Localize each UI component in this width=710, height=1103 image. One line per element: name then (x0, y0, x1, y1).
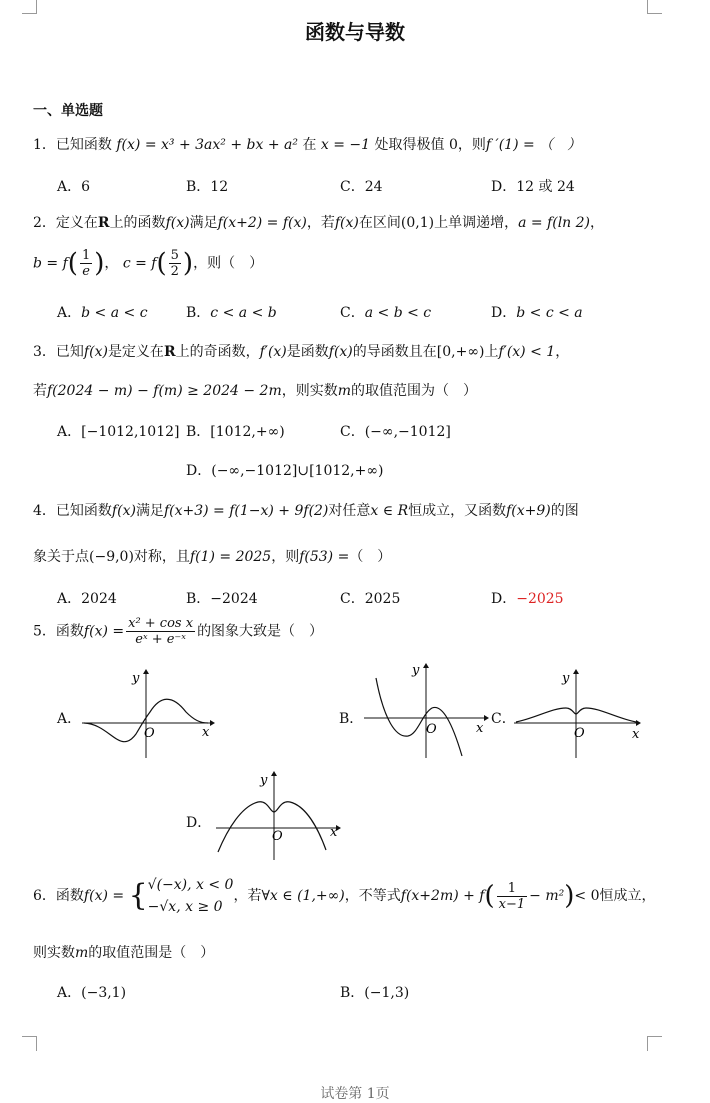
graph-b-origin: O (426, 722, 437, 737)
page-footer: 试卷第 1页 (320, 1086, 390, 1102)
q5-option-a-label[interactable]: A． (57, 711, 82, 727)
q2-option-a[interactable]: A．b < a < c (57, 305, 148, 321)
graph-d-y-label: y (260, 773, 268, 788)
question-5-stem: 5．函数f(x) = $\frac{\text{x² + cos x}}{\text{eˣ + e⁻ˣ}}$ 的图象大致是（ ） (33, 616, 324, 647)
q5-graph-a[interactable] (80, 668, 215, 760)
graph-a-y-label: y (132, 671, 140, 686)
question-3-stem-line1: 3．已知f(x)是定义在R上的奇函数，f′(x)是函数f(x)的导函数且在[0,+∞)上f′(x) < 1， (33, 344, 570, 360)
graph-b-x-label: x (476, 721, 484, 736)
q5-option-d-label[interactable]: D． (186, 815, 212, 831)
question-3-stem-line2: 若f(2024 − m) − f(m) ≥ 2024 − 2m，则实数m的取值范围为（ ） (33, 383, 478, 399)
question-1-stem: 1．已知函数 f(x) = x³ + 3ax² + bx + a² 在 x = −1 处取得极值 0，则f ′(1) = （ ） (33, 137, 582, 153)
q5-option-c-label[interactable]: C． (491, 711, 516, 727)
question-4-stem-line2: 象关于点(−9,0)对称，且f(1) = 2025，则f(53) =（ ） (33, 549, 392, 565)
question-2-stem-line1: 2．定义在R上的函数f(x)满足f(x+2) = f(x)，若f(x)在区间(0,1)上单调递增，a = f(ln 2)， (33, 215, 605, 231)
corner-mark-br (647, 1036, 662, 1051)
graph-c-origin: O (574, 726, 585, 741)
q2-option-c[interactable]: C．a < b < c (340, 305, 432, 321)
question-6-stem-line2: 则实数m的取值范围是（ ） (33, 945, 215, 961)
q3-option-c[interactable]: C．(−∞,−1012] (340, 424, 451, 440)
q2-option-d[interactable]: D．b < c < a (491, 305, 583, 321)
question-2-stem-line2: b = f( $\frac{1}{e}$ )， c = f( $\frac{5}{2}$ )，则（ ） (33, 248, 264, 279)
q1-option-d[interactable]: D．12 或 24 (491, 179, 575, 195)
q2-option-b[interactable]: B．c < a < b (186, 305, 277, 321)
q4-option-d[interactable]: D．−2025 (491, 591, 564, 607)
question-6-stem-line1: 6．函数f(x) = { √(−x), x < 0 −√x, x ≥ 0 ，若∀x ∈ (1,+∞)，不等式f(x+2m) + f( $\frac{1}{x-1}$ − m²)< 0恒成立， (33, 877, 656, 915)
graph-a-x-label: x (202, 725, 210, 740)
question-4-stem-line1: 4．已知函数f(x)满足f(x+3) = f(1−x) + 9f(2)对任意x ∈ R恒成立，又函数f(x+9)的图 (33, 503, 579, 519)
q5-option-b-label[interactable]: B． (339, 711, 364, 727)
corner-mark-tr (647, 0, 662, 14)
graph-b-y-label: y (412, 663, 420, 678)
section-heading: 一、单选题 (33, 103, 103, 119)
graph-d-origin: O (272, 829, 283, 844)
q1-option-c[interactable]: C．24 (340, 179, 383, 195)
corner-mark-tl (22, 0, 37, 14)
q6-option-a[interactable]: A．(−3,1) (57, 985, 127, 1001)
q5-graph-b[interactable] (362, 660, 497, 760)
q3-option-b[interactable]: B．[1012,+∞) (186, 424, 285, 440)
q6-option-b[interactable]: B．(−1,3) (340, 985, 410, 1001)
graph-c-x-label: x (632, 727, 640, 742)
q5-graph-c[interactable] (512, 668, 647, 760)
q4-option-b[interactable]: B．−2024 (186, 591, 258, 607)
q3-option-a[interactable]: A．[−1012,1012] (57, 424, 180, 440)
graph-c-y-label: y (562, 671, 570, 686)
q3-option-d[interactable]: D．(−∞,−1012]∪[1012,+∞) (186, 463, 384, 479)
graph-a-origin: O (144, 726, 155, 741)
q1-option-b[interactable]: B．12 (186, 179, 229, 195)
q4-option-a[interactable]: A．2024 (57, 591, 117, 607)
q4-option-c[interactable]: C．2025 (340, 591, 401, 607)
q1-option-a[interactable]: A．6 (57, 179, 91, 195)
q5-graph-d[interactable] (212, 770, 347, 862)
graph-d-x-label: x (330, 825, 338, 840)
page-title: 函数与导数 (305, 20, 405, 44)
corner-mark-bl (22, 1036, 37, 1051)
